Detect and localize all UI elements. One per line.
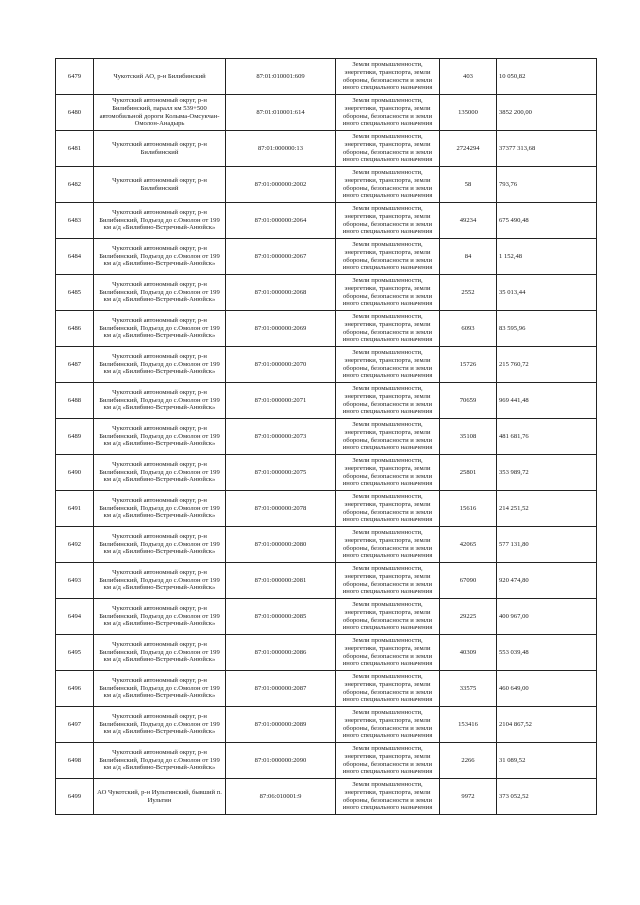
plot-area: 2266	[440, 743, 497, 779]
row-number: 6492	[56, 527, 94, 563]
land-category: Земли промышленности, энергетики, транспорта, земли обороны, безопасности и земли иного специального назначения	[336, 131, 440, 167]
cadastral-value: 400 967,00	[497, 599, 597, 635]
row-number: 6493	[56, 563, 94, 599]
plot-address: Чукотский автономный округ, р-н Билибинский, Подъезд до с.Омолон от 199 км а/д «Билибино-Встречный-Анюйск»	[94, 455, 226, 491]
cadastral-value: 2104 867,52	[497, 707, 597, 743]
cadastral-number: 87:01:010001:609	[226, 59, 336, 95]
table-row	[56, 347, 597, 383]
table-row	[56, 311, 597, 347]
plot-address: Чукотский автономный округ, р-н Билибинский, Подъезд до с.Омолон от 199 км а/д «Билибино-Встречный-Анюйск»	[94, 347, 226, 383]
table-body	[56, 59, 597, 815]
land-category: Земли промышленности, энергетики, транспорта, земли обороны, безопасности и земли иного специального назначения	[336, 599, 440, 635]
row-number: 6490	[56, 455, 94, 491]
row-number: 6486	[56, 311, 94, 347]
land-category: Земли промышленности, энергетики, транспорта, земли обороны, безопасности и земли иного специального назначения	[336, 635, 440, 671]
cadastral-value: 10 050,82	[497, 59, 597, 95]
row-number: 6479	[56, 59, 94, 95]
row-number: 6481	[56, 131, 94, 167]
table-row	[56, 599, 597, 635]
row-number: 6485	[56, 275, 94, 311]
table-row	[56, 167, 597, 203]
table-row	[56, 383, 597, 419]
table-row	[56, 131, 597, 167]
plot-address: Чукотский автономный округ, р-н Билибинский, Подъезд до с.Омолон от 199 км а/д «Билибино-Встречный-Анюйск»	[94, 383, 226, 419]
row-number: 6484	[56, 239, 94, 275]
plot-area: 84	[440, 239, 497, 275]
plot-address: Чукотский автономный округ, р-н Билибинский	[94, 131, 226, 167]
plot-address: Чукотский автономный округ, р-н Билибинский, Подъезд до с.Омолон от 199 км а/д «Билибино-Встречный-Анюйск»	[94, 491, 226, 527]
cadastral-number: 87:01:000000:2068	[226, 275, 336, 311]
cadastral-number: 87:01:000000:2002	[226, 167, 336, 203]
plot-address: Чукотский автономный округ, р-н Билибинский, Подъезд до с.Омолон от 199 км а/д «Билибино-Встречный-Анюйск»	[94, 563, 226, 599]
cadastral-value: 353 989,72	[497, 455, 597, 491]
land-category: Земли промышленности, энергетики, транспорта, земли обороны, безопасности и земли иного специального назначения	[336, 419, 440, 455]
plot-area: 58	[440, 167, 497, 203]
cadastral-number: 87:01:000000:2090	[226, 743, 336, 779]
land-category: Земли промышленности, энергетики, транспорта, земли обороны, безопасности и земли иного специального назначения	[336, 95, 440, 131]
cadastral-number: 87:01:000000:2080	[226, 527, 336, 563]
plot-address: Чукотский автономный округ, р-н Билибинский, Подъезд до с.Омолон от 199 км а/д «Билибино-Встречный-Анюйск»	[94, 743, 226, 779]
cadastral-value: 481 681,76	[497, 419, 597, 455]
row-number: 6494	[56, 599, 94, 635]
cadastral-value: 35 013,44	[497, 275, 597, 311]
plot-address: Чукотский автономный округ, р-н Билибинский, Подъезд до с.Омолон от 199 км а/д «Билибино-Встречный-Анюйск»	[94, 671, 226, 707]
cadastral-value: 215 760,72	[497, 347, 597, 383]
cadastral-value: 373 052,52	[497, 779, 597, 815]
land-category: Земли промышленности, энергетики, транспорта, земли обороны, безопасности и земли иного специального назначения	[336, 311, 440, 347]
land-registry-document	[55, 58, 596, 815]
plot-area: 49234	[440, 203, 497, 239]
land-category: Земли промышленности, энергетики, транспорта, земли обороны, безопасности и земли иного специального назначения	[336, 59, 440, 95]
plot-area: 67090	[440, 563, 497, 599]
land-category: Земли промышленности, энергетики, транспорта, земли обороны, безопасности и земли иного специального назначения	[336, 491, 440, 527]
plot-area: 33575	[440, 671, 497, 707]
row-number: 6499	[56, 779, 94, 815]
table-row	[56, 563, 597, 599]
row-number: 6483	[56, 203, 94, 239]
table-row	[56, 95, 597, 131]
cadastral-number: 87:01:000000:2071	[226, 383, 336, 419]
plot-area: 2552	[440, 275, 497, 311]
table-row	[56, 779, 597, 815]
plot-area: 29225	[440, 599, 497, 635]
cadastral-value: 214 251,52	[497, 491, 597, 527]
cadastral-number: 87:01:000000:2087	[226, 671, 336, 707]
cadastral-number: 87:01:000000:2064	[226, 203, 336, 239]
cadastral-number: 87:01:000000:13	[226, 131, 336, 167]
land-plots-table	[55, 58, 597, 815]
plot-address: Чукотский автономный округ, р-н Билибинский, Подъезд до с.Омолон от 199 км а/д «Билибино-Встречный-Анюйск»	[94, 203, 226, 239]
plot-area: 40309	[440, 635, 497, 671]
plot-area: 135000	[440, 95, 497, 131]
table-row	[56, 743, 597, 779]
plot-area: 153416	[440, 707, 497, 743]
plot-address: Чукотский автономный округ, р-н Билибинский	[94, 167, 226, 203]
land-category: Земли промышленности, энергетики, транспорта, земли обороны, безопасности и земли иного специального назначения	[336, 671, 440, 707]
land-category: Земли промышленности, энергетики, транспорта, земли обороны, безопасности и земли иного специального назначения	[336, 347, 440, 383]
table-row	[56, 59, 597, 95]
cadastral-value: 1 152,48	[497, 239, 597, 275]
land-category: Земли промышленности, энергетики, транспорта, земли обороны, безопасности и земли иного специального назначения	[336, 563, 440, 599]
plot-address: Чукотский автономный округ, р-н Билибинский, Подъезд до с.Омолон от 199 км а/д «Билибино-Встречный-Анюйск»	[94, 419, 226, 455]
plot-address: Чукотский автономный округ, р-н Билибинский, Подъезд до с.Омолон от 199 км а/д «Билибино-Встречный-Анюйск»	[94, 527, 226, 563]
cadastral-value: 83 595,96	[497, 311, 597, 347]
land-category: Земли промышленности, энергетики, транспорта, земли обороны, безопасности и земли иного специального назначения	[336, 167, 440, 203]
cadastral-number: 87:01:000000:2070	[226, 347, 336, 383]
land-category: Земли промышленности, энергетики, транспорта, земли обороны, безопасности и земли иного специального назначения	[336, 527, 440, 563]
row-number: 6488	[56, 383, 94, 419]
table-row	[56, 707, 597, 743]
row-number: 6489	[56, 419, 94, 455]
cadastral-value: 793,76	[497, 167, 597, 203]
table-row	[56, 527, 597, 563]
row-number: 6496	[56, 671, 94, 707]
plot-address: Чукотский автономный округ, р-н Билибинский, Подъезд до с.Омолон от 199 км а/д «Билибино-Встречный-Анюйск»	[94, 311, 226, 347]
plot-area: 15616	[440, 491, 497, 527]
cadastral-number: 87:01:000000:2085	[226, 599, 336, 635]
cadastral-number: 87:01:000000:2089	[226, 707, 336, 743]
cadastral-value: 577 131,80	[497, 527, 597, 563]
row-number: 6491	[56, 491, 94, 527]
cadastral-value: 969 441,48	[497, 383, 597, 419]
row-number: 6495	[56, 635, 94, 671]
plot-area: 35108	[440, 419, 497, 455]
plot-address: Чукотский автономный округ, р-н Билибинский, Подъезд до с.Омолон от 199 км а/д «Билибино-Встречный-Анюйск»	[94, 239, 226, 275]
plot-address: Чукотский АО, р-н Билибинский	[94, 59, 226, 95]
table-row	[56, 455, 597, 491]
table-row	[56, 635, 597, 671]
cadastral-number: 87:01:000000:2069	[226, 311, 336, 347]
land-category: Земли промышленности, энергетики, транспорта, земли обороны, безопасности и земли иного специального назначения	[336, 779, 440, 815]
land-category: Земли промышленности, энергетики, транспорта, земли обороны, безопасности и земли иного специального назначения	[336, 383, 440, 419]
land-category: Земли промышленности, энергетики, транспорта, земли обороны, безопасности и земли иного специального назначения	[336, 707, 440, 743]
cadastral-value: 31 089,52	[497, 743, 597, 779]
plot-area: 9972	[440, 779, 497, 815]
cadastral-number: 87:06:010001:9	[226, 779, 336, 815]
cadastral-number: 87:01:000000:2081	[226, 563, 336, 599]
plot-address: АО Чукотский, р-н Иультинский, бывший п. Иультин	[94, 779, 226, 815]
row-number: 6497	[56, 707, 94, 743]
plot-address: Чукотский автономный округ, р-н Билибинский, Подъезд до с.Омолон от 199 км а/д «Билибино-Встречный-Анюйск»	[94, 599, 226, 635]
row-number: 6480	[56, 95, 94, 131]
row-number: 6498	[56, 743, 94, 779]
cadastral-value: 920 474,80	[497, 563, 597, 599]
plot-area: 6093	[440, 311, 497, 347]
cadastral-value: 675 490,48	[497, 203, 597, 239]
land-category: Земли промышленности, энергетики, транспорта, земли обороны, безопасности и земли иного специального назначения	[336, 743, 440, 779]
land-category: Земли промышленности, энергетики, транспорта, земли обороны, безопасности и земли иного специального назначения	[336, 455, 440, 491]
cadastral-number: 87:01:000000:2075	[226, 455, 336, 491]
table-row	[56, 203, 597, 239]
row-number: 6482	[56, 167, 94, 203]
row-number: 6487	[56, 347, 94, 383]
cadastral-number: 87:01:000000:2073	[226, 419, 336, 455]
plot-address: Чукотский автономный округ, р-н Билибинский, паралл км 539+500 автомобильной дороги Колыма-Омсукчан-Омолон-Анадырь	[94, 95, 226, 131]
plot-area: 25801	[440, 455, 497, 491]
plot-area: 2724294	[440, 131, 497, 167]
plot-area: 403	[440, 59, 497, 95]
table-row	[56, 239, 597, 275]
land-category: Земли промышленности, энергетики, транспорта, земли обороны, безопасности и земли иного специального назначения	[336, 275, 440, 311]
cadastral-number: 87:01:000000:2078	[226, 491, 336, 527]
plot-area: 42065	[440, 527, 497, 563]
table-row	[56, 275, 597, 311]
plot-address: Чукотский автономный округ, р-н Билибинский, Подъезд до с.Омолон от 199 км а/д «Билибино-Встречный-Анюйск»	[94, 275, 226, 311]
cadastral-value: 553 039,48	[497, 635, 597, 671]
plot-address: Чукотский автономный округ, р-н Билибинский, Подъезд до с.Омолон от 199 км а/д «Билибино-Встречный-Анюйск»	[94, 635, 226, 671]
cadastral-number: 87:01:000000:2067	[226, 239, 336, 275]
cadastral-value: 3852 200,00	[497, 95, 597, 131]
table-row	[56, 419, 597, 455]
table-row	[56, 671, 597, 707]
cadastral-number: 87:01:000000:2086	[226, 635, 336, 671]
cadastral-value: 460 649,00	[497, 671, 597, 707]
land-category: Земли промышленности, энергетики, транспорта, земли обороны, безопасности и земли иного специального назначения	[336, 203, 440, 239]
plot-address: Чукотский автономный округ, р-н Билибинский, Подъезд до с.Омолон от 199 км а/д «Билибино-Встречный-Анюйск»	[94, 707, 226, 743]
table-row	[56, 491, 597, 527]
plot-area: 70659	[440, 383, 497, 419]
plot-area: 15726	[440, 347, 497, 383]
land-category: Земли промышленности, энергетики, транспорта, земли обороны, безопасности и земли иного специального назначения	[336, 239, 440, 275]
cadastral-value: 37377 313,68	[497, 131, 597, 167]
cadastral-number: 87:01:010001:614	[226, 95, 336, 131]
